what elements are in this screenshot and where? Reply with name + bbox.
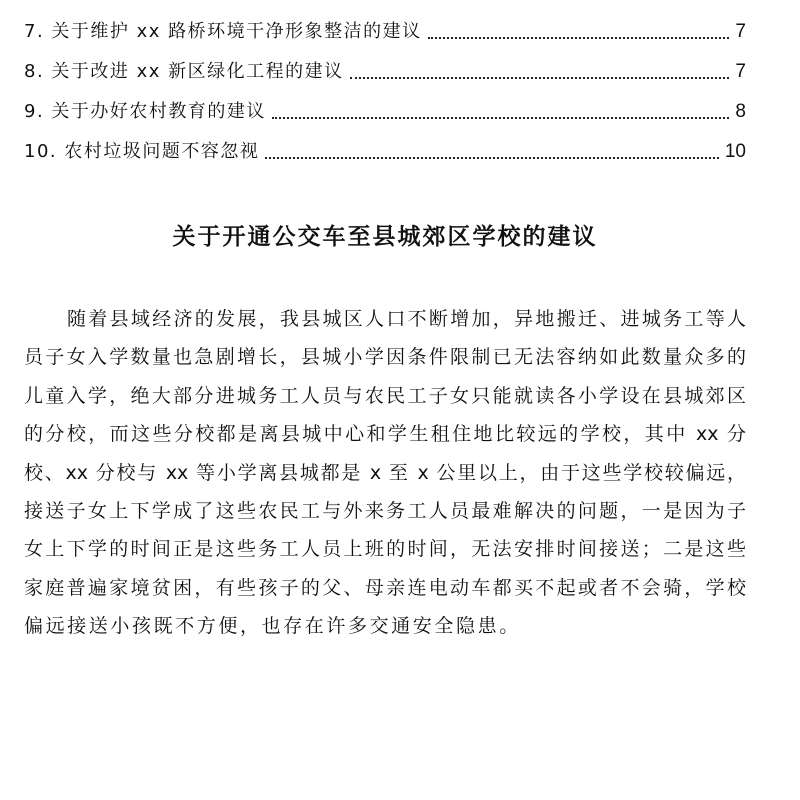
- paragraph-line: 接送子女上下学成了这些农民工与外来务工人员最难解决的问题，一是因为子: [24, 499, 746, 522]
- paragraph-line: 的分校，而这些分校都是离县城中心和学生租住地比较远的学校，其中 xx 分: [24, 423, 746, 446]
- toc-entry[interactable]: [24, 18, 746, 46]
- paragraph-line: 女上下学的时间正是这些务工人员上班的时间，无法安排时间接送；二是这些: [24, 538, 746, 561]
- toc-entry[interactable]: [24, 58, 746, 86]
- toc-entry-label: 9. 关于办好农村教育的建议: [24, 101, 266, 122]
- toc-leader-dots: [272, 117, 730, 119]
- toc-leader-dots: [428, 37, 730, 39]
- paragraph-line: 校、xx 分校与 xx 等小学离县城都是 x 至 x 公里以上，由于这些学校较偏远，: [24, 461, 746, 484]
- article-title: 关于开通公交车至县城郊区学校的建议: [172, 224, 598, 251]
- toc-entry-page: 7: [735, 61, 746, 82]
- toc-leader-dots: [265, 157, 719, 159]
- toc-entry[interactable]: [24, 138, 746, 166]
- article-paragraph: [24, 300, 746, 646]
- paragraph-line: 偏远接送小孩既不方便，也存在许多交通安全隐患。: [24, 615, 521, 638]
- toc-entry[interactable]: [24, 98, 746, 126]
- toc-entry-page: 8: [735, 101, 746, 122]
- paragraph-line: 家庭普遍家境贫困，有些孩子的父、母亲连电动车都买不起或者不会骑，学校: [24, 576, 746, 599]
- toc-entry-page: 10: [724, 141, 746, 162]
- paragraph-line: 员子女入学数量也急剧增长，县城小学因条件限制已无法容纳如此数量众多的: [24, 346, 746, 369]
- toc-entry-label: 8. 关于改进 xx 新区绿化工程的建议: [24, 61, 344, 82]
- paragraph-line: 儿童入学，绝大部分进城务工人员与农民工子女只能就读各小学设在县城郊区: [24, 384, 746, 407]
- paragraph-line: 随着县域经济的发展，我县城区人口不断增加，异地搬迁、进城务工等人: [67, 308, 746, 330]
- toc-entry-page: 7: [735, 21, 746, 42]
- toc-entry-label: 10. 农村垃圾问题不容忽视: [24, 141, 260, 162]
- toc-leader-dots: [350, 77, 730, 79]
- toc-entry-label: 7. 关于维护 xx 路桥环境干净形象整洁的建议: [24, 21, 422, 42]
